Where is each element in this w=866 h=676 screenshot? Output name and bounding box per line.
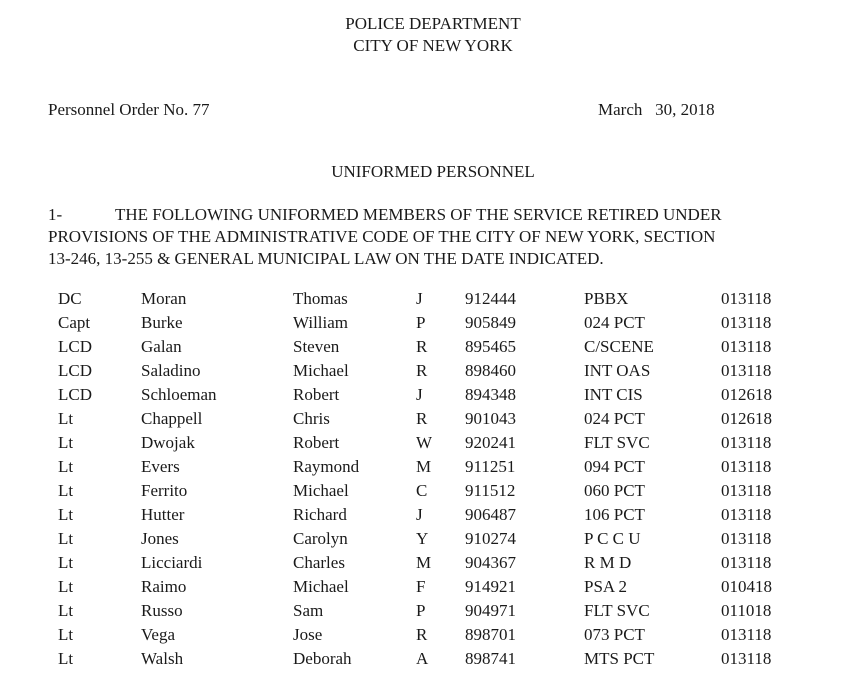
order-date: March 30, 2018 xyxy=(598,100,715,119)
tax-id-cell: 910274 xyxy=(465,529,516,548)
paragraph-number: 1- xyxy=(48,205,63,224)
tax-id-cell: 911251 xyxy=(465,457,516,476)
table-row xyxy=(0,529,866,553)
last-name-cell: Evers xyxy=(141,457,180,476)
retirement-date-cell: 013118 xyxy=(721,481,772,500)
retirement-date-cell: 011018 xyxy=(721,601,772,620)
first-name-cell: Carolyn xyxy=(293,529,348,548)
retirement-date-cell: 013118 xyxy=(721,625,772,644)
command-cell: 073 PCT xyxy=(584,625,645,644)
command-cell: FLT SVC xyxy=(584,433,650,452)
last-name-cell: Licciardi xyxy=(141,553,203,572)
middle-initial-cell: R xyxy=(416,337,428,356)
tax-id-cell: 912444 xyxy=(465,289,516,308)
retirement-date-cell: 012618 xyxy=(721,385,772,404)
last-name-cell: Ferrito xyxy=(141,481,188,500)
last-name-cell: Saladino xyxy=(141,361,201,380)
table-row xyxy=(0,289,866,313)
paragraph-line-1 xyxy=(48,204,838,226)
rank-cell: Lt xyxy=(58,625,74,644)
table-row xyxy=(0,505,866,529)
rank-cell: Lt xyxy=(58,649,74,668)
tax-id-cell: 898460 xyxy=(465,361,516,380)
first-name-cell: Sam xyxy=(293,601,324,620)
tax-id-cell: 914921 xyxy=(465,577,516,596)
tax-id-cell: 895465 xyxy=(465,337,516,356)
department-title: POLICE DEPARTMENT xyxy=(345,14,521,33)
table-row xyxy=(0,481,866,505)
personnel-table xyxy=(0,289,866,673)
command-cell: INT CIS xyxy=(584,385,643,404)
table-row xyxy=(0,385,866,409)
table-row xyxy=(0,361,866,385)
first-name-cell: Charles xyxy=(293,553,345,572)
retirement-date-cell: 013118 xyxy=(721,361,772,380)
tax-id-cell: 905849 xyxy=(465,313,516,332)
middle-initial-cell: Y xyxy=(416,529,429,548)
retirement-date-cell: 013118 xyxy=(721,433,772,452)
command-cell: INT OAS xyxy=(584,361,651,380)
city-title: CITY OF NEW YORK xyxy=(353,36,513,55)
first-name-cell: Robert xyxy=(293,385,340,404)
first-name-cell: Raymond xyxy=(293,457,360,476)
retirement-date-cell: 013118 xyxy=(721,553,772,572)
middle-initial-cell: P xyxy=(416,313,426,332)
first-name-cell: Steven xyxy=(293,337,340,356)
middle-initial-cell: R xyxy=(416,625,428,644)
table-row xyxy=(0,409,866,433)
command-cell: R M D xyxy=(584,553,632,572)
last-name-cell: Burke xyxy=(141,313,183,332)
last-name-cell: Galan xyxy=(141,337,182,356)
first-name-cell: Chris xyxy=(293,409,330,428)
table-row xyxy=(0,553,866,577)
command-cell: 024 PCT xyxy=(584,313,645,332)
tax-id-cell: 898701 xyxy=(465,625,516,644)
retirement-date-cell: 012618 xyxy=(721,409,772,428)
command-cell: FLT SVC xyxy=(584,601,650,620)
command-cell: C/SCENE xyxy=(584,337,654,356)
last-name-cell: Jones xyxy=(141,529,179,548)
middle-initial-cell: R xyxy=(416,361,428,380)
paragraph-line-2: PROVISIONS OF THE ADMINISTRATIVE CODE OF THE CITY OF NEW YORK, SECTION xyxy=(48,227,716,246)
rank-cell: Lt xyxy=(58,409,74,428)
first-name-cell: Jose xyxy=(293,625,323,644)
retirement-date-cell: 013118 xyxy=(721,313,772,332)
section-title: UNIFORMED PERSONNEL xyxy=(331,162,535,181)
middle-initial-cell: P xyxy=(416,601,426,620)
retirement-date-cell: 013118 xyxy=(721,505,772,524)
middle-initial-cell: M xyxy=(416,553,432,572)
tax-id-cell: 920241 xyxy=(465,433,516,452)
last-name-cell: Russo xyxy=(141,601,183,620)
tax-id-cell: 904971 xyxy=(465,601,516,620)
table-row xyxy=(0,649,866,673)
last-name-cell: Chappell xyxy=(141,409,203,428)
rank-cell: Lt xyxy=(58,481,74,500)
paragraph-line-3: 13-246, 13-255 & GENERAL MUNICIPAL LAW ON THE DATE INDICATED. xyxy=(48,249,604,268)
retirement-date-cell: 013118 xyxy=(721,529,772,548)
first-name-cell: Michael xyxy=(293,361,349,380)
retirement-date-cell: 010418 xyxy=(721,577,772,596)
table-row xyxy=(0,313,866,337)
rank-cell: Lt xyxy=(58,577,74,596)
order-number: Personnel Order No. 77 xyxy=(48,100,210,119)
tax-id-cell: 911512 xyxy=(465,481,516,500)
table-row xyxy=(0,433,866,457)
first-name-cell: Michael xyxy=(293,481,349,500)
middle-initial-cell: C xyxy=(416,481,428,500)
last-name-cell: Walsh xyxy=(141,649,184,668)
last-name-cell: Schloeman xyxy=(141,385,217,404)
rank-cell: Lt xyxy=(58,553,74,572)
first-name-cell: Deborah xyxy=(293,649,352,668)
rank-cell: Lt xyxy=(58,433,74,452)
command-cell: PSA 2 xyxy=(584,577,627,596)
command-cell: PBBX xyxy=(584,289,629,308)
retirement-date-cell: 013118 xyxy=(721,289,772,308)
rank-cell: DC xyxy=(58,289,82,308)
tax-id-cell: 901043 xyxy=(465,409,516,428)
table-row xyxy=(0,601,866,625)
command-cell: 060 PCT xyxy=(584,481,645,500)
middle-initial-cell: J xyxy=(416,385,423,404)
middle-initial-cell: J xyxy=(416,505,423,524)
tax-id-cell: 906487 xyxy=(465,505,516,524)
rank-cell: LCD xyxy=(58,337,92,356)
rank-cell: Lt xyxy=(58,601,74,620)
first-name-cell: Michael xyxy=(293,577,349,596)
rank-cell: Lt xyxy=(58,529,74,548)
command-cell: P C C U xyxy=(584,529,641,548)
table-row xyxy=(0,337,866,361)
first-name-cell: Thomas xyxy=(293,289,348,308)
middle-initial-cell: M xyxy=(416,457,432,476)
table-row xyxy=(0,625,866,649)
rank-cell: Lt xyxy=(58,457,74,476)
command-cell: MTS PCT xyxy=(584,649,655,668)
last-name-cell: Hutter xyxy=(141,505,185,524)
table-row xyxy=(0,577,866,601)
tax-id-cell: 904367 xyxy=(465,553,516,572)
retirement-date-cell: 013118 xyxy=(721,457,772,476)
middle-initial-cell: J xyxy=(416,289,423,308)
retirement-date-cell: 013118 xyxy=(721,649,772,668)
first-name-cell: Robert xyxy=(293,433,340,452)
middle-initial-cell: A xyxy=(416,649,429,668)
last-name-cell: Raimo xyxy=(141,577,187,596)
tax-id-cell: 894348 xyxy=(465,385,516,404)
first-name-cell: Richard xyxy=(293,505,347,524)
first-name-cell: William xyxy=(293,313,349,332)
middle-initial-cell: F xyxy=(416,577,426,596)
rank-cell: LCD xyxy=(58,361,92,380)
retirement-paragraph xyxy=(48,204,838,270)
last-name-cell: Moran xyxy=(141,289,187,308)
paragraph-text-1: THE FOLLOWING UNIFORMED MEMBERS OF THE SERVICE RETIRED UNDER xyxy=(115,205,722,224)
tax-id-cell: 898741 xyxy=(465,649,516,668)
last-name-cell: Dwojak xyxy=(141,433,195,452)
retirement-date-cell: 013118 xyxy=(721,337,772,356)
table-row xyxy=(0,457,866,481)
middle-initial-cell: R xyxy=(416,409,428,428)
rank-cell: LCD xyxy=(58,385,92,404)
command-cell: 106 PCT xyxy=(584,505,645,524)
command-cell: 024 PCT xyxy=(584,409,645,428)
middle-initial-cell: W xyxy=(416,433,433,452)
command-cell: 094 PCT xyxy=(584,457,645,476)
rank-cell: Lt xyxy=(58,505,74,524)
last-name-cell: Vega xyxy=(141,625,175,644)
rank-cell: Capt xyxy=(58,313,91,332)
